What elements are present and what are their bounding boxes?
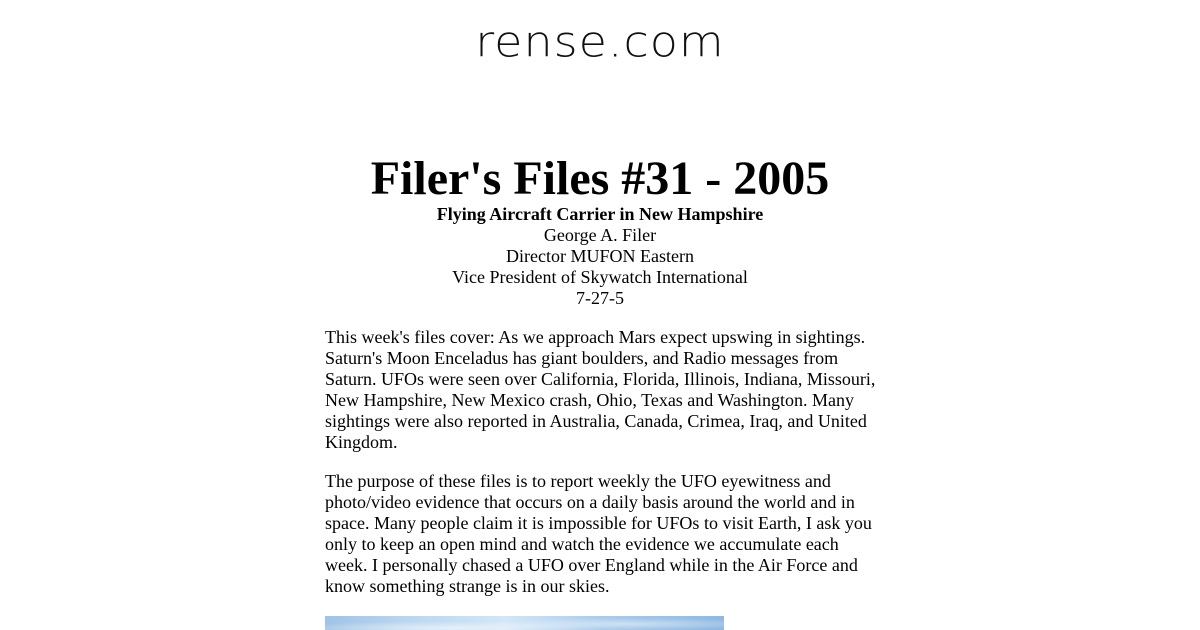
article-subtitle: Flying Aircraft Carrier in New Hampshire (436, 204, 764, 224)
article-header (0, 204, 1200, 309)
intro-paragraph: This week's files cover: As we approach Mars expect upswing in sightings. Saturn's Moon Enceladus has giant boulders, and Radio messages from Saturn. UFOs were seen over California, Florida, Illinois, Indiana, Missouri, New Hampshire, New Mexico crash, Ohio, Texas and Washington. Many sightings were also reported in Australia, Canada, Crimea, Iraq, and United Kingdom. (325, 327, 876, 452)
site-logo-text[interactable]: rense.com (475, 17, 725, 67)
purpose-paragraph: The purpose of these files is to report weekly the UFO eyewitness and photo/video evidence that occurs on a daily basis around the world and in space. Many people claim it is impossible for UFOs to visit Earth, I ask you only to keep an open mind and watch the evidence we accumulate each week. I personally chased a UFO over England while in the Air Force and know something strange is in our skies. (325, 471, 872, 596)
author-role-mufon: Director MUFON Eastern (506, 246, 694, 266)
author-role-skywatch: Vice President of Skywatch International (452, 267, 748, 287)
sky-photo (325, 616, 724, 630)
article-body (325, 327, 877, 615)
article-date: 7-27-5 (576, 288, 624, 308)
site-logo[interactable] (0, 14, 1200, 70)
article-author: George A. Filer (543, 225, 657, 245)
article-title: Filer's Files #31 - 2005 (370, 152, 830, 205)
